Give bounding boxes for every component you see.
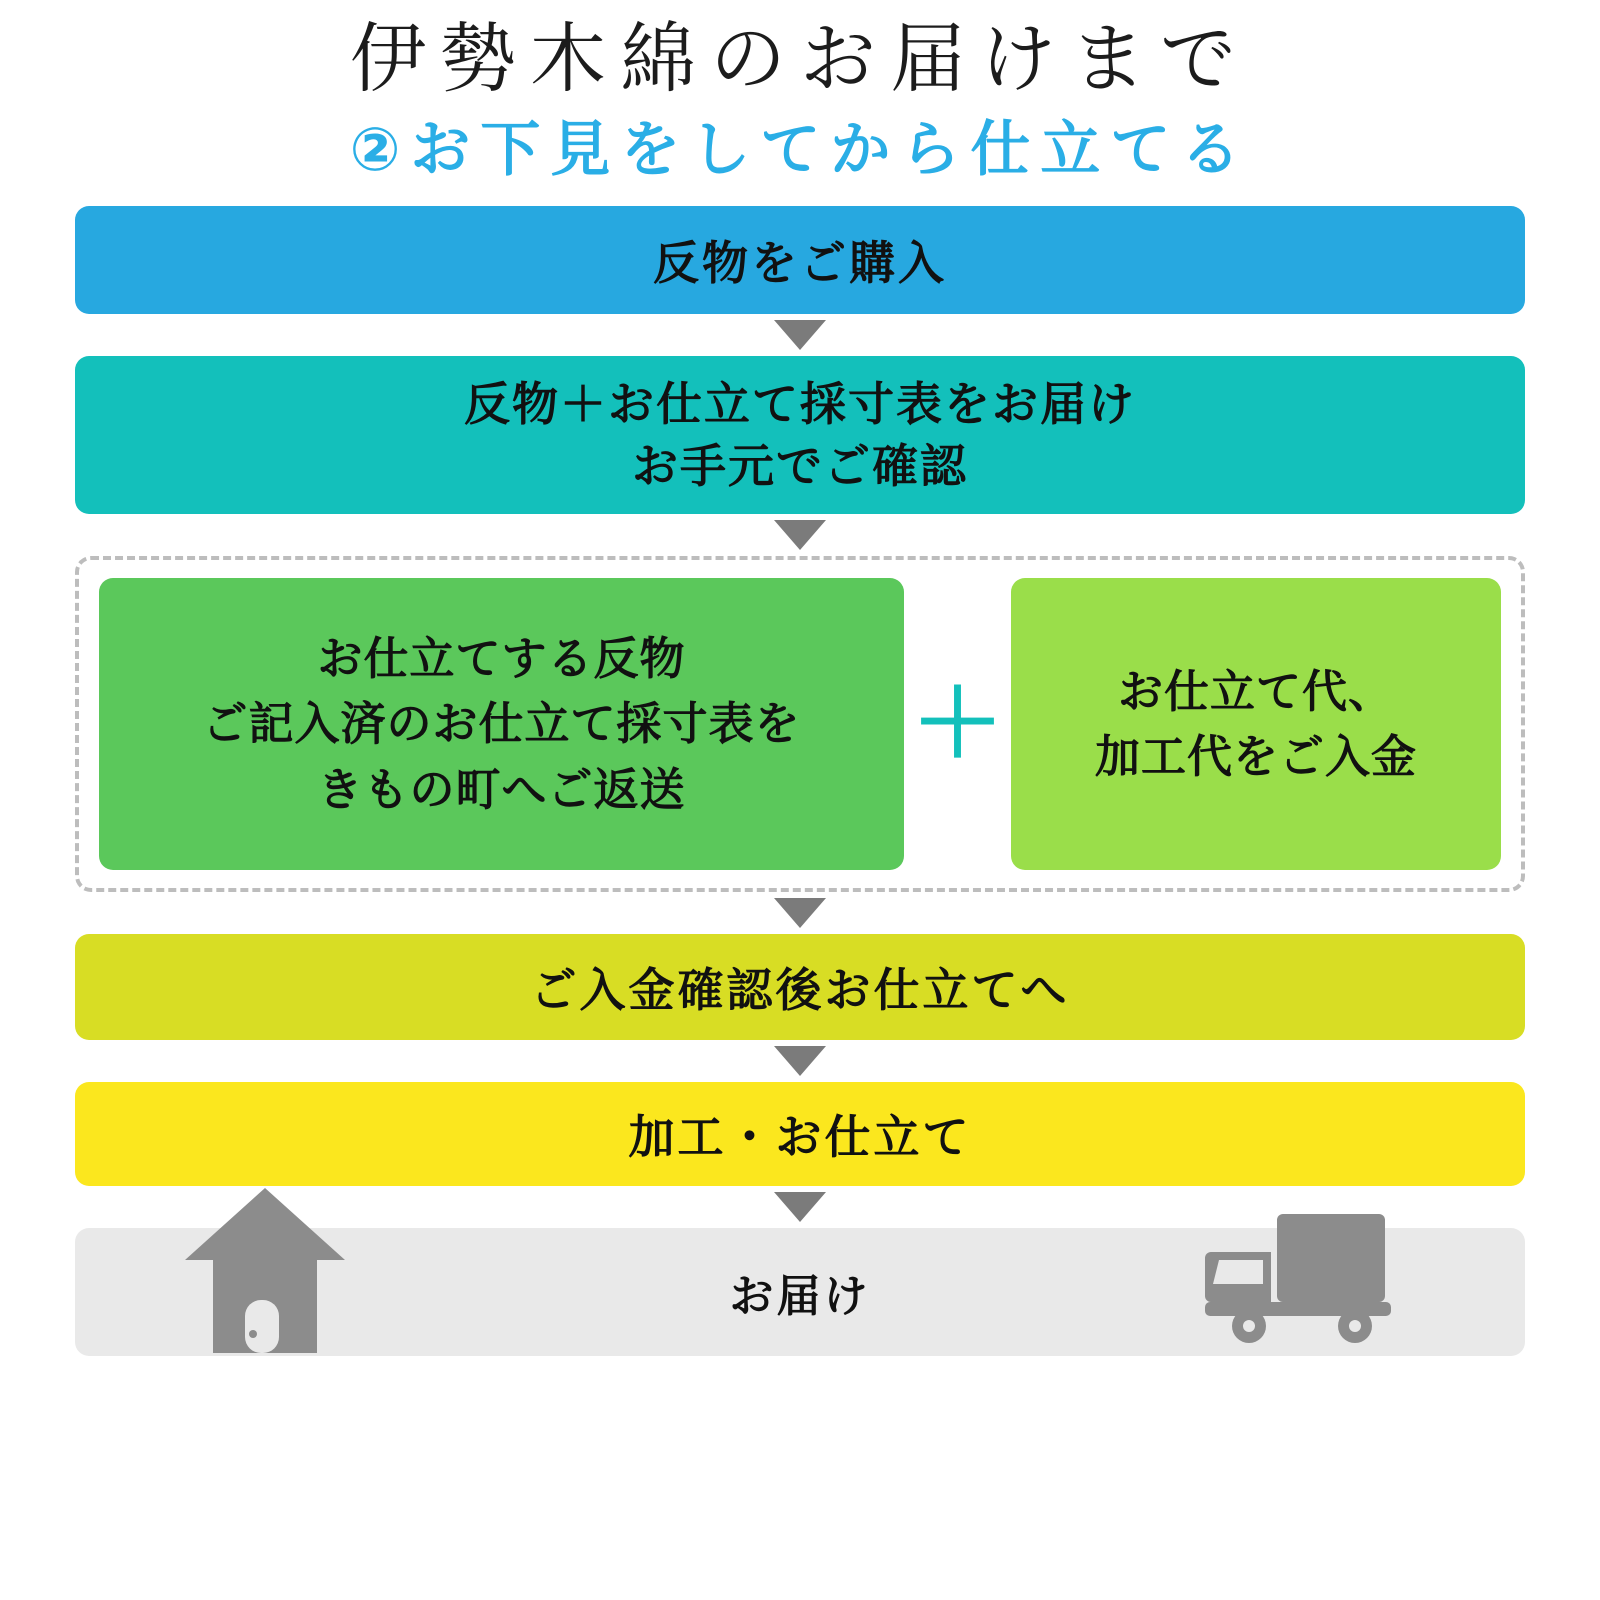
page-subtitle: ②お下見をしてから仕立てる <box>349 116 1251 183</box>
flow-step-payment-confirmed <box>75 934 1525 1040</box>
flow-step-return-line1: お仕立てする反物 <box>317 633 686 685</box>
flow-step-shipping <box>75 1228 1525 1356</box>
flow-step-return-panel <box>99 578 904 870</box>
arrow-down-1 <box>75 314 1525 356</box>
home-icon <box>185 1188 345 1353</box>
flow-step-return-line3: きもの町へご返送 <box>317 763 686 815</box>
flow-step-shipping-label: お届け <box>729 1272 871 1321</box>
flow-step-payment-panel <box>1011 578 1501 870</box>
arrow-down-2 <box>75 514 1525 556</box>
flow-step-return-line2: ご記入済のお仕立て採寸表を <box>202 698 801 750</box>
flow-step-tailoring-label: 加工・お仕立て <box>628 1111 972 1163</box>
flow-step-delivery-measure-line2: お手元でご確認 <box>632 440 968 492</box>
arrow-down-4 <box>75 1040 1525 1082</box>
flow-step-payment-line2: 加工代をご入金 <box>1094 731 1417 782</box>
flow-step-tailoring <box>75 1082 1525 1186</box>
plus-icon: ＋ <box>911 673 1004 775</box>
flow-step-purchase-label: 反物をご購入 <box>653 237 947 289</box>
flow-step-delivery-measure-line1: 反物＋お仕立て採寸表をお届け <box>464 377 1136 430</box>
page-title: 伊勢木綿のお届けまで <box>350 17 1250 102</box>
flow-step-delivery-measure <box>75 356 1525 514</box>
truck-icon <box>1205 1206 1400 1346</box>
flow-step-purchase <box>75 206 1525 314</box>
flow-step-return-and-payment-group <box>75 556 1525 892</box>
flow-step-payment-confirmed-label: ご入金確認後お仕立てへ <box>530 964 1070 1016</box>
flow-step-payment-line1: お仕立て代、 <box>1117 665 1394 717</box>
arrow-down-3 <box>75 892 1525 934</box>
